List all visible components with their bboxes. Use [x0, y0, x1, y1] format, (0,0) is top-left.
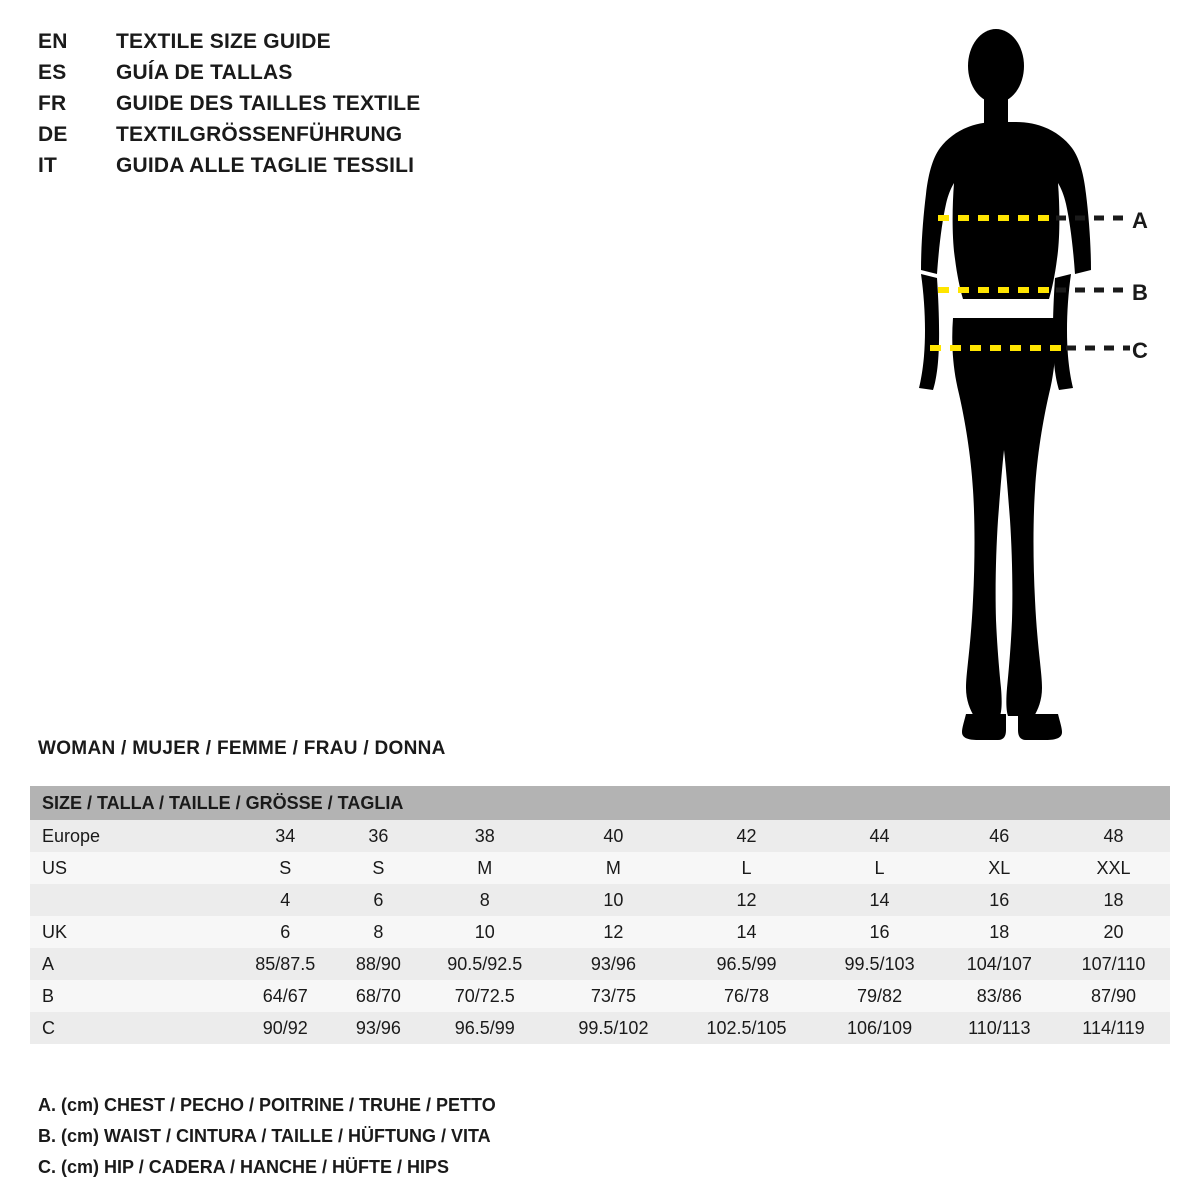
language-code: IT [38, 154, 58, 177]
table-cell: 48 [1103, 825, 1124, 846]
language-title-block [38, 30, 738, 185]
row-label: C [42, 1017, 55, 1038]
table-cell: 16 [989, 889, 1010, 910]
row-label: UK [42, 921, 68, 942]
language-title: GUIDA ALLE TAGLIE TESSILI [116, 154, 415, 177]
silhouette-icon [860, 18, 1180, 748]
table-cell: 73/75 [590, 985, 636, 1006]
table-row [30, 884, 1170, 916]
table-cell: 18 [1103, 889, 1124, 910]
table-cell: 93/96 [590, 953, 636, 974]
table-cell: 36 [368, 825, 389, 846]
table-cell: 44 [869, 825, 890, 846]
table-cell: 99.5/103 [844, 953, 915, 974]
table-cell: 70/72.5 [454, 985, 515, 1006]
table-cell: 6 [280, 921, 291, 942]
table-header-cell: SIZE / TALLA / TAILLE / GRÖSSE / TAGLIA [30, 786, 1170, 820]
table-cell: 107/110 [1081, 953, 1146, 974]
language-row [38, 123, 738, 154]
table-cell: 83/86 [976, 985, 1022, 1006]
table-cell: S [372, 857, 385, 878]
table-cell: 85/87.5 [255, 953, 316, 974]
legend-item-waist: B. (cm) WAIST / CINTURA / TAILLE / HÜFTUNG / VITA [38, 1126, 491, 1146]
table-cell: 102.5/105 [706, 1017, 787, 1038]
table-cell: 6 [373, 889, 384, 910]
table-cell: 8 [373, 921, 384, 942]
legend-item-hip: C. (cm) HIP / CADERA / HANCHE / HÜFTE / HIPS [38, 1157, 450, 1177]
table-cell: M [605, 857, 621, 878]
table-cell: 114/119 [1082, 1017, 1145, 1038]
language-code: EN [38, 30, 68, 53]
row-label: US [42, 857, 68, 878]
table-cell: S [279, 857, 292, 878]
table-cell: 96.5/99 [716, 953, 777, 974]
row-label: B [42, 985, 55, 1006]
table-row [30, 916, 1170, 948]
language-row [38, 154, 738, 185]
table-row [30, 948, 1170, 980]
table-cell: M [477, 857, 493, 878]
table-header [30, 786, 1170, 820]
table-cell: 79/82 [857, 985, 903, 1006]
language-code: FR [38, 92, 67, 115]
language-title: GUÍA DE TALLAS [116, 61, 293, 84]
table-cell: 93/96 [355, 1017, 401, 1038]
table-cell: 14 [869, 889, 890, 910]
row-label [30, 884, 232, 916]
table-cell: XXL [1096, 857, 1131, 878]
table-cell: 20 [1103, 921, 1124, 942]
measurement-legend [38, 1090, 938, 1183]
table-cell: 8 [479, 889, 490, 910]
legend-item-chest: A. (cm) CHEST / PECHO / POITRINE / TRUHE / PETTO [38, 1095, 496, 1115]
table-cell: 90/92 [262, 1017, 308, 1038]
size-chart-table [30, 786, 1170, 1044]
table-cell: 40 [603, 825, 624, 846]
language-row [38, 30, 738, 61]
table-header-row [30, 786, 1170, 820]
table-cell: 46 [989, 825, 1010, 846]
table-cell: 96.5/99 [454, 1017, 515, 1038]
language-title: TEXTILE SIZE GUIDE [116, 30, 331, 53]
language-title: TEXTILGRÖSSENFÜHRUNG [116, 123, 403, 146]
table-cell: 16 [869, 921, 890, 942]
measure-label-c: C [1132, 338, 1148, 363]
table-cell: XL [988, 857, 1011, 878]
table-cell: 104/107 [966, 953, 1032, 974]
female-silhouette-figure [860, 18, 1180, 748]
table-cell: L [741, 857, 752, 878]
table-body [30, 820, 1170, 1044]
table-cell: 38 [474, 825, 495, 846]
table-cell: L [874, 857, 885, 878]
table-row [30, 820, 1170, 852]
measure-label-b: B [1132, 280, 1148, 305]
table-cell: 110/113 [968, 1017, 1031, 1038]
table-cell: 34 [275, 825, 296, 846]
table-cell: 88/90 [355, 953, 401, 974]
table-cell: 4 [280, 889, 291, 910]
language-code: DE [38, 123, 68, 146]
table-row [30, 852, 1170, 884]
language-row [38, 61, 738, 92]
language-title: GUIDE DES TAILLES TEXTILE [116, 92, 421, 115]
section-heading-woman: WOMAN / MUJER / FEMME / FRAU / DONNA [38, 738, 446, 759]
table-cell: 10 [474, 921, 495, 942]
measure-label-a: A [1132, 208, 1148, 233]
table-cell: 12 [603, 921, 624, 942]
table-cell: 76/78 [723, 985, 770, 1006]
table-cell: 14 [736, 921, 757, 942]
table-cell: 42 [736, 825, 757, 846]
language-row [38, 92, 738, 123]
row-label: A [42, 953, 55, 974]
table-cell: 18 [989, 921, 1010, 942]
table-row [30, 980, 1170, 1012]
table-cell: 106/109 [847, 1017, 913, 1038]
table-cell: 68/70 [355, 985, 401, 1006]
table-cell: 12 [736, 889, 757, 910]
table-row [30, 1012, 1170, 1044]
table-cell: 10 [603, 889, 624, 910]
language-code: ES [38, 61, 67, 84]
row-label: Europe [42, 825, 101, 846]
table-cell: 90.5/92.5 [447, 953, 523, 974]
table-cell: 64/67 [262, 985, 308, 1006]
table-cell: 87/90 [1090, 985, 1137, 1006]
table-cell: 99.5/102 [578, 1017, 649, 1038]
